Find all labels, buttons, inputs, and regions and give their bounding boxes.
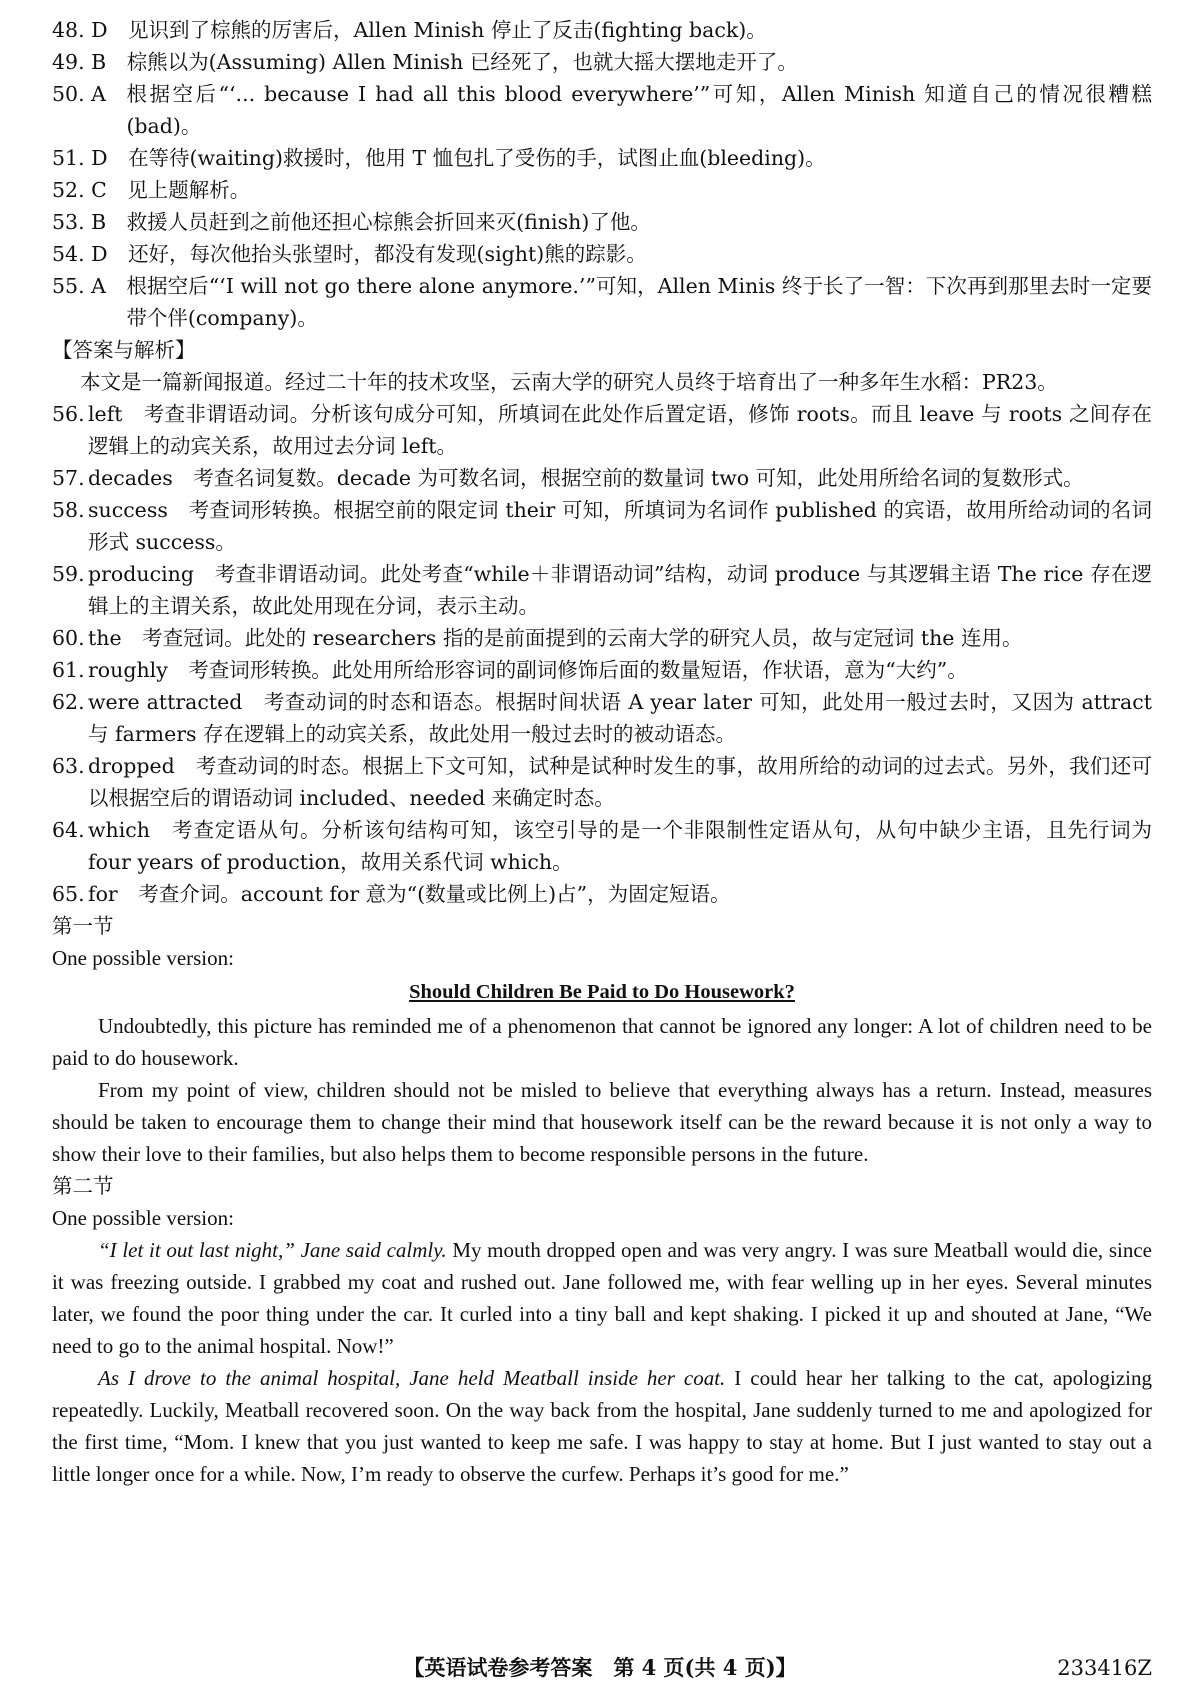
answer-item: 59. producing 考查非谓语动词。此处考查“while＋非谓语动词”结构，动词 produce 与其逻辑主语 The rice 存在逻辑上的主谓关系，故此处用现在分词，表示主动。 [52,562,1152,618]
answer-item: 48. D 见识到了棕熊的厉害后，Allen Minish 停止了反击(fighting back)。 [52,18,767,42]
footer-code: 233416Z [1057,1656,1152,1680]
answer-item: 63. dropped 考查动词的时态。根据上下文可知，试种是试种时发生的事，故用所给的动词的过去式。另外，我们还可以根据空后的谓语动词 included、needed 来确定时态。 [52,754,1152,810]
answer-item: 56. left 考查非谓语动词。分析该句成分可知，所填词在此处作后置定语，修饰 roots。而且 leave 与 roots 之间存在逻辑上的动宾关系，故用过去分词 left。 [52,402,1152,458]
answer-item: 57. decades 考查名词复数。decade 为可数名词，根据空前的数量词 two 可知，此处用所给名词的复数形式。 [52,466,1084,490]
story-paragraph [52,1362,1152,1490]
answer-item: 49. B 棕熊以为(Assuming) Allen Minish 已经死了，也就大摇大摆地走开了。 [52,50,798,74]
answers-48-55 [52,14,1152,334]
answer-item: 54. D 还好，每次他抬头张望时，都没有发现(sight)熊的踪影。 [52,242,647,266]
story-text: I could hear her talking to the cat, apologizing repeatedly. Luckily, Meatball recovered soon. On the way back from the hospital, Jane suddenly turned to me and apologized for the first time, “Mom. I knew that you just wanted to keep me safe. I was happy to stay at home. But I just wanted to stay out a little longer once for a while. Now, I’m ready to observe the curfew. Perhaps it’s good for me.” [52,1366,1152,1486]
answer-item: 58. success 考查词形转换。根据空前的限定词 their 可知，所填词为名词作 published 的宾语，故用所给动词的名词形式 success。 [52,498,1152,554]
part1-label: 第一节 [52,914,114,938]
page-footer [0,1652,1200,1682]
answer-item: 62. were attracted 考查动词的时态和语态。根据时间状语 A year later 可知，此处用一般过去时，又因为 attract 与 farmers 存在逻辑上的动宾关系，故此处用一般过去时的被动语态。 [52,690,1152,746]
answer-item: 53. B 救援人员赶到之前他还担心棕熊会折回来灭(finish)了他。 [52,210,651,234]
part2-label: 第二节 [52,1174,114,1198]
story-text: My mouth dropped open and was very angry. I was sure Meatball would die, since it was freezing outside. I grabbed my coat and rushed out. Jane followed me, with fear welling up in her eyes. Several minutes later, we found the poor thing under the car. It curled into a tiny ball and kept shaking. I picked it up and shouted at Jane, “We need to go to the animal hospital. Now!” [52,1238,1152,1358]
answer-item: 50. A 根据空后“‘... because I had all this blood everywhere’”可知，Allen Minish 知道自己的情况很糟糕(bad)。 [52,82,1152,138]
passage-intro: 本文是一篇新闻报道。经过二十年的技术攻坚，云南大学的研究人员终于培育出了一种多年生水稻：PR23。 [80,370,1058,394]
answer-item: 60. the 考查冠词。此处的 researchers 指的是前面提到的云南大学的研究人员，故与定冠词 the 连用。 [52,626,1023,650]
answer-item: 51. D 在等待(waiting)救援时，他用 T 恤包扎了受伤的手，试图止血(bleeding)。 [52,146,826,170]
answer-item: 52. C 见上题解析。 [52,178,251,202]
answer-item: 61. roughly 考查词形转换。此处用所给形容词的副词修饰后面的数量短语，作状语，意为“大约”。 [52,658,968,682]
section-heading: 【答案与解析】 [52,338,196,362]
answer-item: 55. A 根据空后“‘I will not go there alone anymore.’”可知，Allen Minis 终于长了一智：下次再到那里去时一定要带个伴(company)。 [52,274,1152,330]
essay-title: Should Children Be Paid to Do Housework? [409,981,795,1003]
essay-paragraph: Undoubtedly, this picture has reminded me of a phenomenon that cannot be ignored any longer: A lot of children need to be paid to do housework. [52,1014,1152,1070]
part1-version-label: One possible version: [52,946,234,970]
answers-56-65 [52,398,1152,910]
answer-item: 65. for 考查介词。account for 意为“(数量或比例上)占”，为固定短语。 [52,882,731,906]
part2-version-label: One possible version: [52,1206,234,1230]
answer-page [52,14,1152,1490]
story-opening-sentence: As I drove to the animal hospital, Jane held Meatball inside her coat. [98,1366,726,1390]
story-paragraph [52,1234,1152,1362]
footer-page-info: 【英语试卷参考答案 第 4 页(共 4 页)】 [403,1655,797,1680]
essay-paragraph: From my point of view, children should not be misled to believe that everything always has a return. Instead, measures should be taken to encourage them to change their mind that housework itself can be the reward because it is not only a way to show their love to their families, but also helps them to become responsible persons in the future. [52,1078,1152,1166]
story-opening-sentence: “I let it out last night,” Jane said calmly. [98,1238,447,1262]
answer-item: 64. which 考查定语从句。分析该句结构可知，该空引导的是一个非限制性定语从句，从句中缺少主语，且先行词为 four years of production，故用关系代词 which。 [52,818,1152,874]
